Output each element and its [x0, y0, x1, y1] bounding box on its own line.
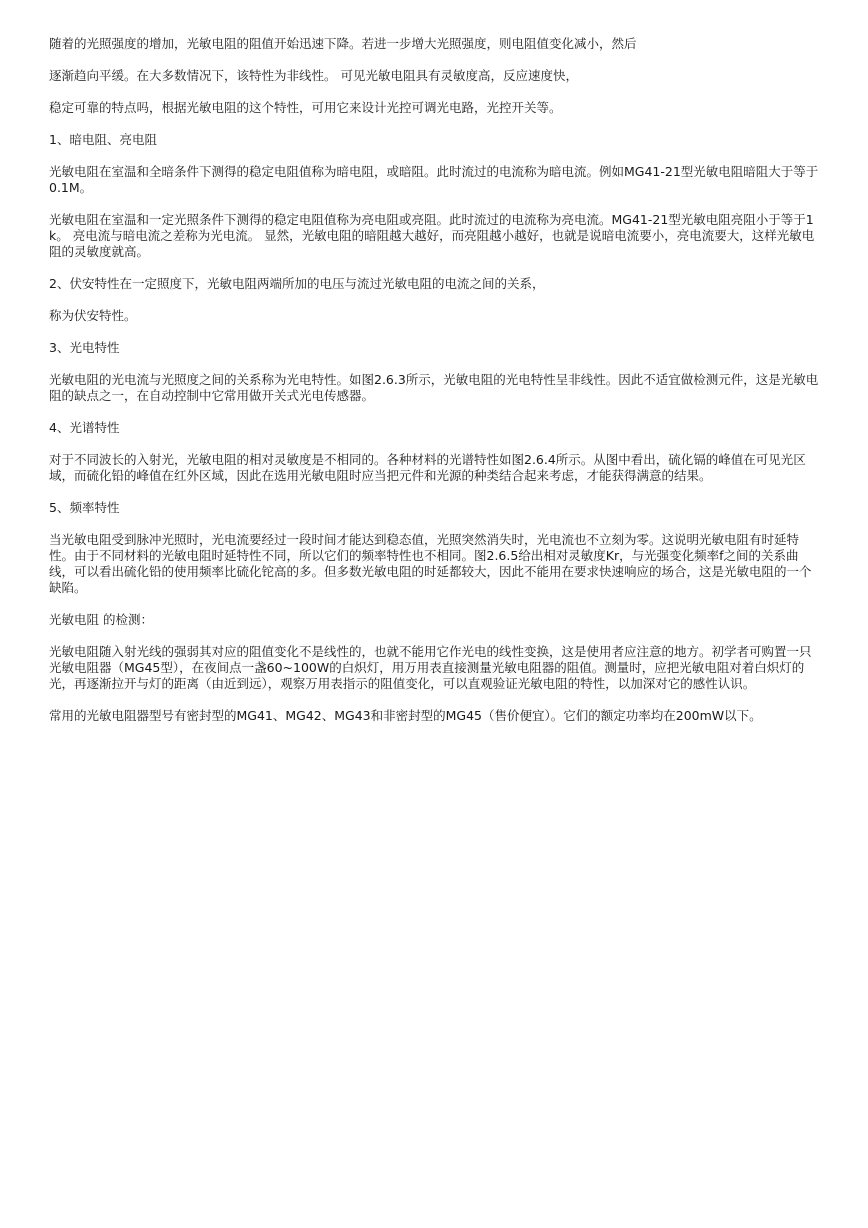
section-heading-volt-ampere: 2、伏安特性在一定照度下，光敏电阻两端所加的电压与流过光敏电阻的电流之间的关系， [49, 276, 545, 291]
paragraph-bright-resistance: 光敏电阻在室温和一定光照条件下测得的稳定电阻值称为亮电阻或亮阻。此时流过的电流称为亮电流。MG41-21型光敏电阻亮阻小于等于1k。 亮电流与暗电流之差称为光电流。 显然，光敏电阻的暗阻越大越好，而亮阻越小越好，也就是说暗电流要小，亮电流要大，这样光敏电阻的灵敏度就高。 [49, 212, 815, 259]
paragraph-photoelectric: 光敏电阻的光电流与光照度之间的关系称为光电特性。如图2.6.3所示，光敏电阻的光电特性呈非线性。因此不适宜做检测元件，这是光敏电阻的缺点之一，在自动控制中它常用做开关式光电传感器。 [49, 372, 819, 403]
paragraph-intro-2: 逐渐趋向平缓。在大多数情况下，该特性为非线性。 可见光敏电阻具有灵敏度高，反应速度快， [49, 68, 578, 83]
document-page [49, 36, 821, 740]
paragraph-intro-3: 稳定可靠的特点吗，根据光敏电阻的这个特性，可用它来设计光控可调光电路，光控开关等。 [49, 100, 562, 115]
section-heading-photoelectric: 3、光电特性 [49, 340, 120, 355]
section-heading-frequency: 5、频率特性 [49, 500, 120, 515]
section-heading-spectral: 4、光谱特性 [49, 420, 120, 435]
paragraph-dark-resistance: 光敏电阻在室温和全暗条件下测得的稳定电阻值称为暗电阻，或暗阻。此时流过的电流称为暗电流。例如MG41-21型光敏电阻暗阻大于等于0.1M。 [49, 164, 819, 195]
paragraph-frequency: 当光敏电阻受到脉冲光照时，光电流要经过一段时间才能达到稳态值，光照突然消失时，光电流也不立刻为零。这说明光敏电阻有时延特性。由于不同材料的光敏电阻时延特性不同，所以它们的频率特性也不相同。图2.6.5给出相对灵敏度Kr，与光强变化频率f之间的关系曲线，可以看出硫化铅的使用频率比硫化铊高的多。但多数光敏电阻的时延都较大，因此不能用在要求快速响应的场合，这是光敏电阻的一个缺陷。 [49, 532, 812, 595]
paragraph-detection: 光敏电阻随入射光线的强弱其对应的阻值变化不是线性的，也就不能用它作光电的线性变换，这是使用者应注意的地方。初学者可购置一只光敏电阻器（MG45型），在夜间点一盏60~100W的白炽灯，用万用表直接测量光敏电阻器的阻值。测量时，应把光敏电阻对着白炽灯的光，再逐渐拉开与灯的距离（由近到远），观察万用表指示的阻值变化，可以直观验证光敏电阻的特性，以加深对它的感性认识。 [49, 644, 812, 691]
paragraph-intro-1: 随着的光照强度的增加，光敏电阻的阻值开始迅速下降。若进一步增大光照强度，则电阻值变化减小，然后 [49, 36, 637, 51]
section-heading-dark-bright-resistance: 1、暗电阻、亮电阻 [49, 132, 157, 147]
section-heading-detection: 光敏电阻 的检测： [49, 612, 153, 627]
paragraph-spectral: 对于不同波长的入射光，光敏电阻的相对灵敏度是不相同的。各种材料的光谱特性如图2.6.4所示。从图中看出，硫化镉的峰值在可见光区域，而硫化铅的峰值在红外区域，因此在选用光敏电阻时应当把元件和光源的种类结合起来考虑，才能获得满意的结果。 [49, 452, 806, 483]
paragraph-models: 常用的光敏电阻器型号有密封型的MG41、MG42、MG43和非密封型的MG45（售价便宜）。它们的额定功率均在200mW以下。 [49, 708, 762, 723]
paragraph-volt-ampere: 称为伏安特性。 [49, 308, 137, 323]
